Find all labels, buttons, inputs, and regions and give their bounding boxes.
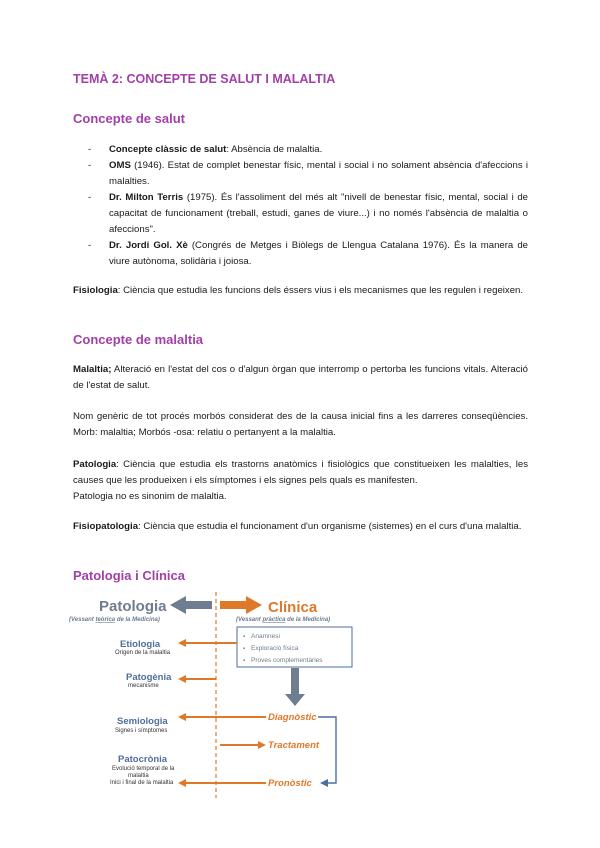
arrow-etiologia-head [178,639,186,647]
paragraph-malaltia: Malaltia; Alteració en l'estat del cos o d'algun òrgan que interromp o pertorba les funcions vitals. Alteració de l'estat de salut. [73,364,528,391]
right-bracket [318,717,336,783]
right-arrow-head [246,596,262,614]
right-arrow-shaft [220,601,246,609]
definitions-list [88,142,528,270]
arrow-patocronia-head [178,779,186,787]
paragraph-fisiopatologia: Fisiopatologia: Ciència que estudia el funcionament d'un organisme (sistemes) en el curs d'una malaltia. [73,521,522,532]
patocronia-sub-2: malaltia [128,773,149,779]
patocronia-sub-3: Inici i final de la malaltia [110,780,174,786]
patogenia-label: Patogènia [126,672,172,683]
patogenia-sub: mecanisme [128,683,159,689]
left-arrow-shaft [186,601,212,609]
down-arrow-shaft [291,668,299,694]
box-bullet: ▪ [243,634,246,640]
heading-patologia-clinica: Patologia i Clínica [73,568,185,583]
patologia-subtitle: (Vessant teòrica de la Medicina) [69,617,160,623]
patocronia-label: Patocrònia [118,754,168,765]
diagnostic-label: Diagnòstic [268,712,317,723]
box-item-exploracio: Exploració física [251,645,299,652]
heading-concepte-salut: Concepte de salut [73,111,185,126]
list-item: - OMS (1946). Estat de complet benestar físic, mental i social i no solament absència d'afeccions i malalties. [88,158,528,190]
etiologia-label: Etiologia [120,639,161,650]
heading-concepte-malaltia: Concepte de malaltia [73,332,204,347]
left-arrow-head [170,596,186,614]
paragraph-patologia: Patologia: Ciència que estudia els trastorns anatòmics i fisiològics que constitueixen les malalties, les causes que les produeixen i els símptomes i els signes pels quals es manifesten. Patologia no es sinonim de malaltia. [73,459,528,502]
semiologia-label: Semiologia [117,716,168,727]
box-bullet: ▪ [243,658,246,664]
paragraph-fisiologia: Fisiologia: Ciència que estudia les funcions dels éssers vius i els mecanismes que les regulen i regeixen. [73,285,524,296]
patologia-clinica-diagram [60,590,370,800]
box-item-anamnesi: Anamnesi [251,633,280,640]
box-bullet: ▪ [243,646,246,652]
clinica-subtitle: (Vessant pràctica de la Medicina) [236,617,331,623]
semiologia-sub: Signes i símptomes [115,728,168,734]
etiologia-sub: Origen de la malaltia [115,650,171,656]
tractament-label: Tractament [268,740,320,751]
list-item: - Concepte clàssic de salut: Absència de malaltia. [88,142,528,158]
down-arrow-head [285,694,305,706]
arrow-semiologia-head [178,713,186,721]
right-bracket-head [320,779,328,787]
patocronia-sub-1: Evolució temporal de la [112,766,175,772]
list-item: - Dr. Jordi Gol. Xè (Congrés de Metges i Biòlegs de Llengua Catalana 1976). És la manera de viure autònoma, solidària i joiosa. [88,238,528,270]
arrow-tractament-head [258,741,266,749]
page-title: TEMÀ 2: CONCEPTE DE SALUT I MALALTIA [73,72,336,86]
patologia-title: Patologia [99,598,167,615]
list-item: - Dr. Milton Terris (1975). És l'assoliment del més alt "nivell de benestar físic, mental, social i de capacitat de funcionament (treball, estudi, ganes de viure...) i no només l'absència de malaltia o afeccions". [88,190,528,238]
box-item-proves: Proves complementàries [251,657,323,664]
arrow-patogenia-head [178,675,186,683]
pronostic-label: Pronòstic [268,778,312,789]
paragraph-nom-generic: Nom genèric de tot procés morbós considerat des de la causa inicial fins a les darreres conseqüències. Morb: malaltia; Morbós -osa: relatiu o pertanyent a la malaltia. [73,411,528,438]
clinica-title: Clínica [268,599,318,616]
